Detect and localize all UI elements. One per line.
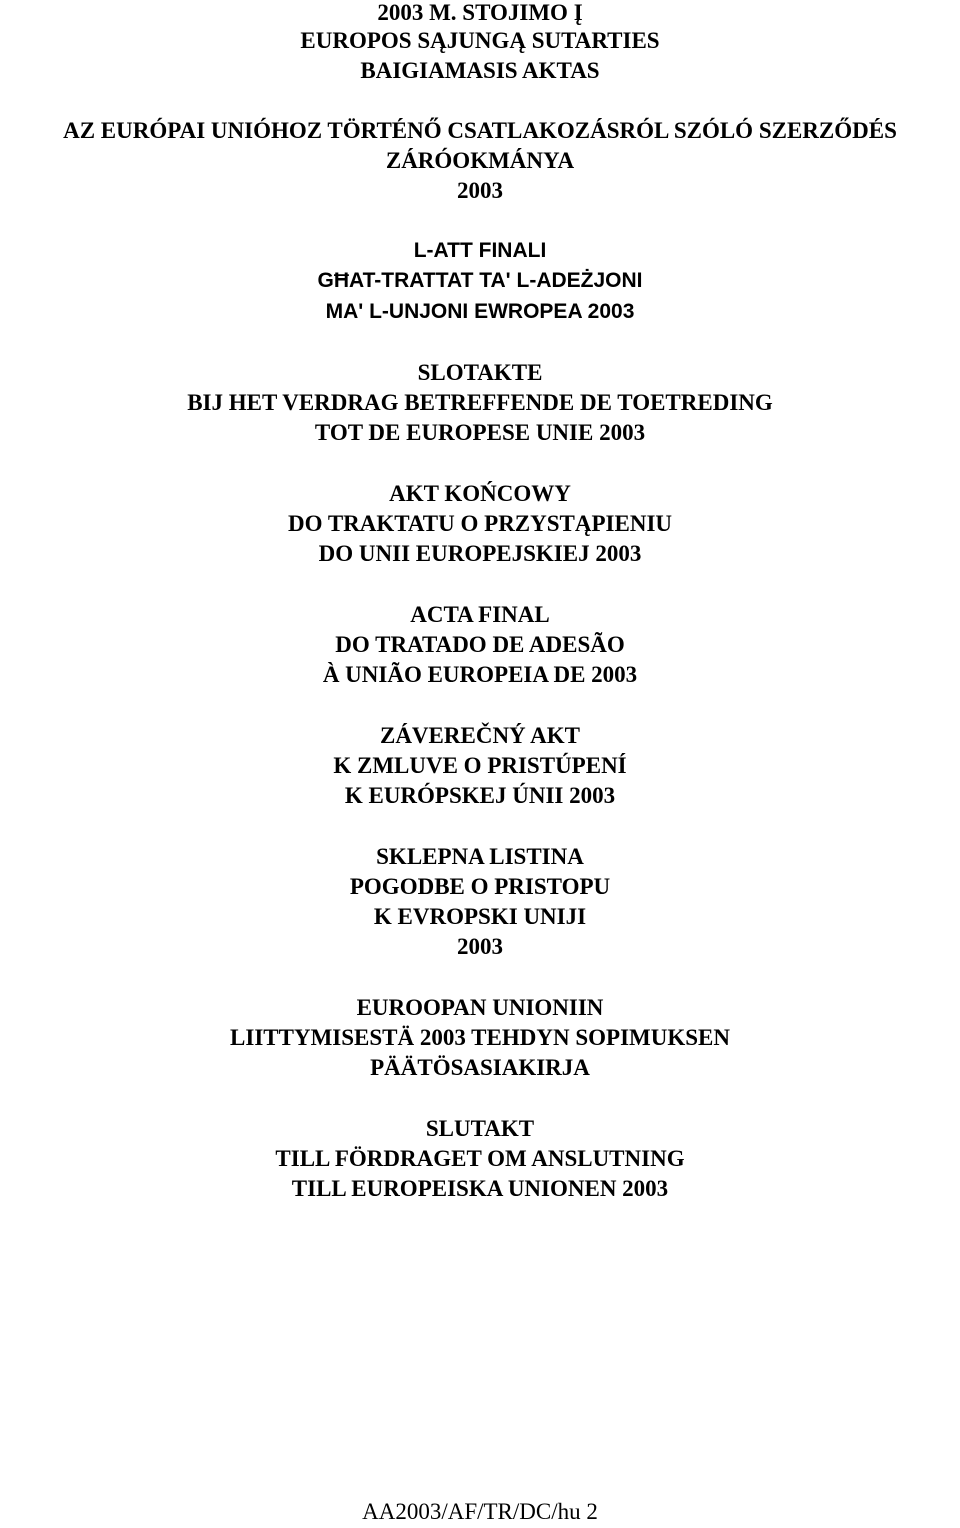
title-lt-line-1: 2003 M. STOJIMO Į [377,0,583,25]
title-pl-line-2: DO TRAKTATU O PRZYSTĄPIENIU [287,511,673,536]
title-pt-line-2: DO TRATADO DE ADESÃO [335,632,625,657]
title-sk-line-1: ZÁVEREČNÝ AKT [379,723,580,748]
title-pl-line-3: DO UNII EUROPEJSKIEJ 2003 [318,541,642,566]
title-fi-line-1: EUROOPAN UNIONIIN [356,995,604,1020]
title-hu-line-3: 2003 [457,178,503,203]
title-sv-line-2: TILL FÖRDRAGET OM ANSLUTNING [275,1146,685,1171]
title-hu-line-2: ZÁRÓOKMÁNYA [385,148,575,173]
title-sk-line-2: K ZMLUVE O PRISTÚPENÍ [333,753,627,778]
title-lt-line-3: BAIGIAMASIS AKTAS [360,58,600,83]
title-mt-line-1: L-ATT FINALI [413,239,547,262]
title-sl-line-2: POGODBE O PRISTOPU [349,874,611,899]
title-lt-line-2: EUROPOS SĄJUNGĄ SUTARTIES [300,28,660,53]
title-sv-line-3: TILL EUROPEISKA UNIONEN 2003 [291,1176,669,1201]
title-pt-line-1: ACTA FINAL [410,602,550,627]
title-mt-line-3: MA' L-UNJONI EWROPEA 2003 [325,300,635,323]
title-sv-line-1: SLUTAKT [425,1116,535,1141]
title-nl-line-3: TOT DE EUROPESE UNIE 2003 [314,420,646,445]
title-sl-line-3: K EVROPSKI UNIJI [373,904,587,929]
title-hu-line-1: AZ EURÓPAI UNIÓHOZ TÖRTÉNŐ CSATLAKOZÁSRÓL SZÓLÓ SZERZŐDÉS [63,118,897,143]
title-sl-line-4: 2003 [457,934,503,959]
title-fi-line-3: PÄÄTÖSASIAKIRJA [370,1055,590,1080]
footer-reference: AA2003/AF/TR/DC/hu 2 [362,1499,598,1524]
title-nl-line-1: SLOTAKTE [417,360,543,385]
title-nl-line-2: BIJ HET VERDRAG BETREFFENDE DE TOETREDING [187,390,773,415]
title-pl-line-1: AKT KOŃCOWY [389,481,571,506]
title-fi-line-2: LIITTYMISESTÄ 2003 TEHDYN SOPIMUKSEN [230,1025,730,1050]
title-pt-line-3: À UNIÃO EUROPEIA DE 2003 [322,662,638,687]
title-sl-line-1: SKLEPNA LISTINA [376,844,584,869]
title-mt-line-2: GĦAT-TRATTAT TA' L-ADEŻJONI [317,269,643,292]
title-sk-line-3: K EURÓPSKEJ ÚNII 2003 [344,783,616,808]
